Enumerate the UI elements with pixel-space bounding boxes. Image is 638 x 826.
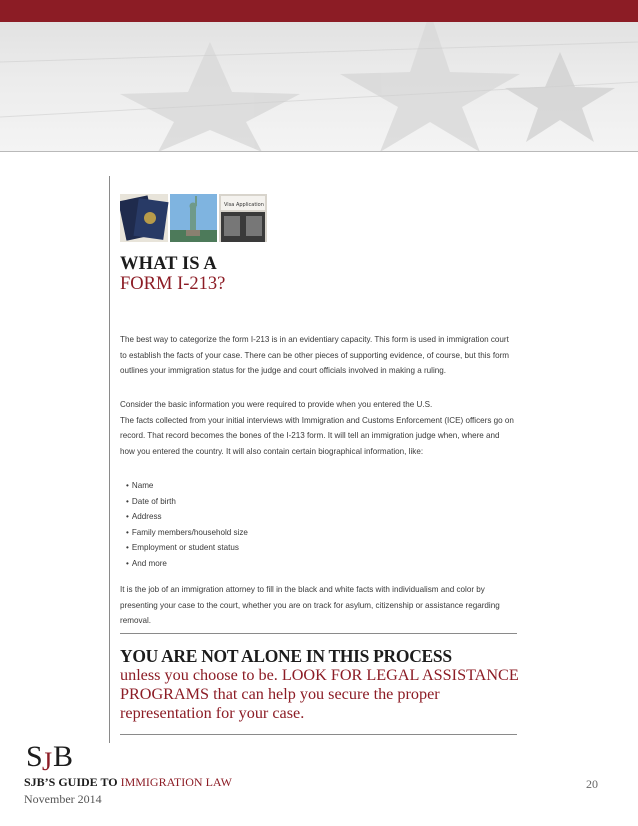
list-item: • Name (126, 481, 154, 490)
list-item: • Date of birth (126, 496, 176, 506)
star-watermark-graphic (0, 22, 638, 152)
list-item: • Employment or student status (126, 543, 239, 553)
banner-divider (0, 151, 638, 152)
top-accent-bar (0, 0, 638, 22)
biographical-info-list (126, 478, 248, 572)
callout-top-rule (120, 633, 517, 634)
svg-text:S: S (26, 740, 43, 773)
list-item: • Family members/household size (126, 527, 248, 537)
svg-text:Visa Application: Visa Application (224, 202, 264, 208)
footer-guide-title: SJB’S GUIDE TO IMMIGRATION LAW (24, 775, 232, 789)
vertical-rule (109, 176, 110, 743)
header-banner (0, 22, 638, 152)
svg-text:J: J (42, 747, 53, 774)
statue-of-liberty-photo (170, 194, 217, 242)
header-photos (120, 194, 267, 242)
heading-line-1: WHAT IS A (120, 254, 217, 274)
svg-text:B: B (53, 740, 74, 773)
callout-headline: YOU ARE NOT ALONE IN THIS PROCESS (120, 646, 452, 666)
paragraph-intro: The best way to categorize the form I-213 is in an evidentiary capacity. This form is used in immigration court to establish the facts of your case. There can be other pieces of supporting evidence, of course, but this form outlines your immigration status for the judge and court officials involved in making a ruling. (120, 335, 510, 375)
list-item: • Address (126, 512, 162, 522)
callout-body: unless you choose to be. LOOK FOR LEGAL ASSISTANCE PROGRAMS that can help you secure the proper representation for your case. (120, 666, 519, 722)
paragraph-basic-info (120, 397, 516, 459)
passport-photo (120, 194, 168, 242)
page-number: 20 (586, 777, 598, 791)
callout-bottom-rule (120, 734, 517, 735)
heading-line-2: FORM I-213? (120, 274, 226, 294)
paragraph-basic-info-line-1: Consider the basic information you were required to provide when you entered the U.S. (120, 400, 433, 409)
sjb-logo (24, 734, 78, 774)
list-item: • And more (126, 558, 167, 568)
footer-date: November 2014 (24, 792, 102, 806)
paragraph-basic-info-line-2: The facts collected from your initial interviews with Immigration and Customs Enforcement (ICE) officers go on record. That record becomes the bones of the I-213 form. It will tell an immigration judge when, where and how you entered the country. It will also contain certain biographical information, like: (120, 415, 514, 456)
paragraph-attorney-role: It is the job of an immigration attorney to fill in the black and white facts with individualism and color by presenting your case to the court, whether you are on track for asylum, citizenship or assistance regarding removal. (120, 585, 500, 625)
visa-application-photo (219, 194, 267, 242)
